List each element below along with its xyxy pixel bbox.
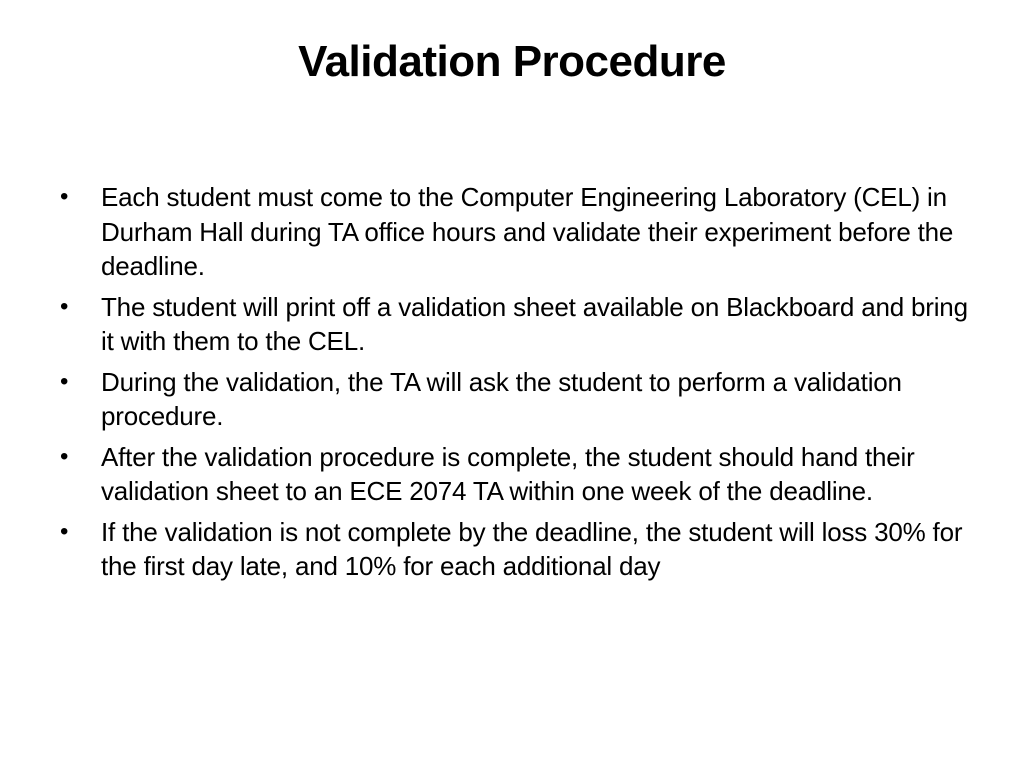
bullet-icon: • [60, 517, 69, 545]
bullet-text: Each student must come to the Computer Engineering Laboratory (CEL) in Durham Hall during TA office hours and validate their experiment before the deadline. [101, 182, 954, 281]
bullet-item [58, 515, 978, 584]
bullet-item [58, 365, 978, 434]
bullet-text: If the validation is not complete by the deadline, the student will loss 30% for the first day late, and 10% for each additional day [101, 516, 963, 581]
bullet-icon: • [60, 442, 69, 470]
bullet-icon: • [60, 183, 69, 210]
bullet-text: After the validation procedure is complete, the student should hand their validation sheet to an ECE 2074 TA within one week of the deadline. [101, 441, 915, 506]
bullet-item [58, 290, 978, 359]
slide-title: Validation Procedure [298, 37, 726, 86]
bullet-text: During the validation, the TA will ask the student to perform a validation procedure. [101, 366, 902, 431]
bullet-icon: • [60, 367, 69, 395]
bullet-text: The student will print off a validation sheet available on Blackboard and bring it with them to the CEL. [101, 291, 968, 356]
bullet-item [58, 180, 978, 284]
bullet-item [58, 440, 978, 509]
bullet-list [58, 180, 978, 590]
bullet-icon: • [60, 292, 69, 320]
